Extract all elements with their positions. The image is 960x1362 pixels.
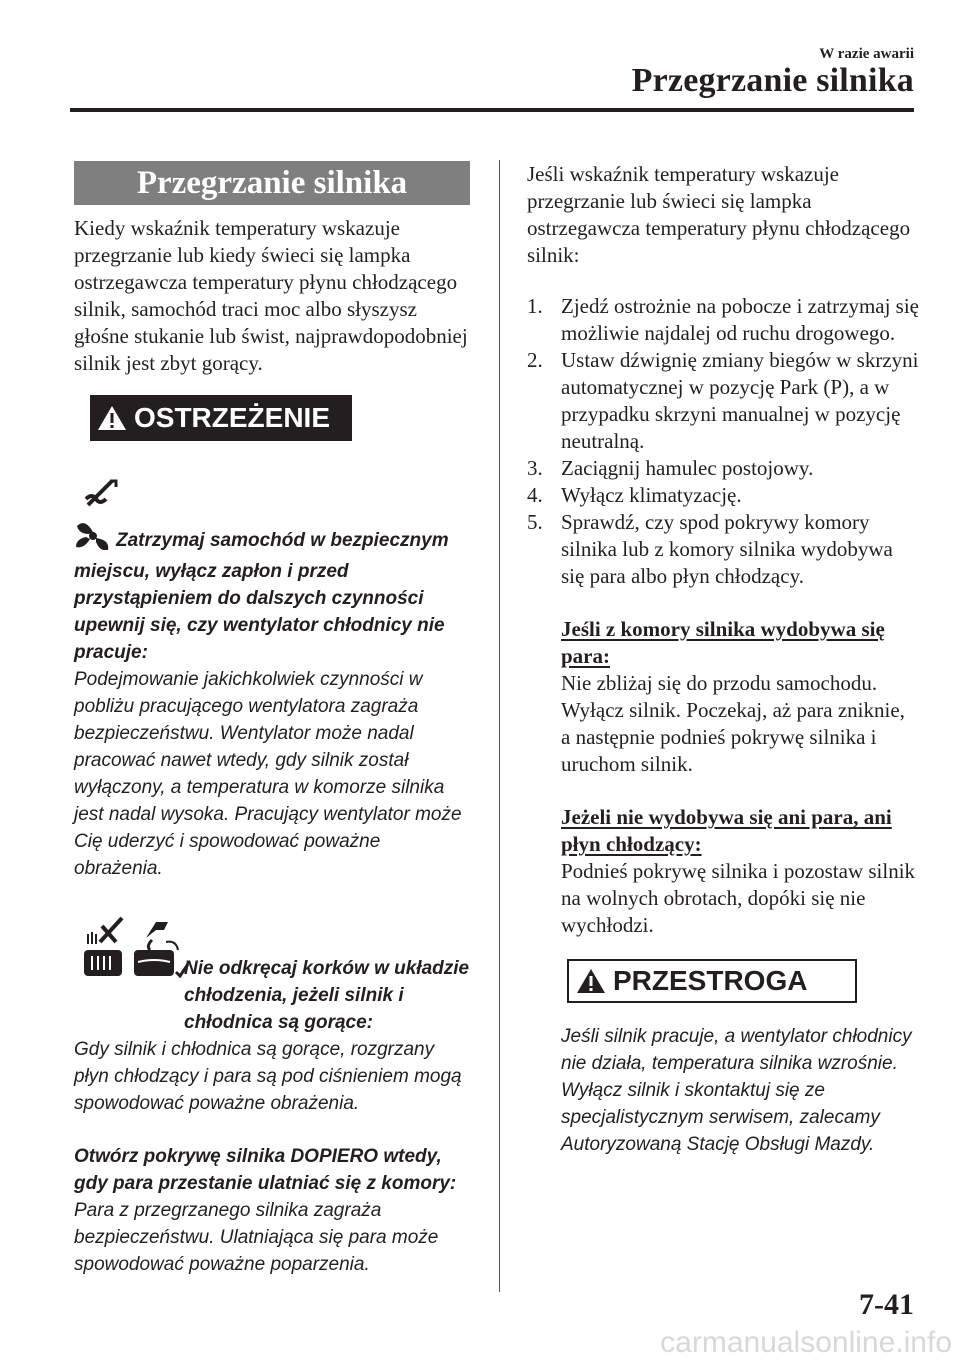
- list-item: 1. Zjedź ostrożnie na pobocze i zatrzymaj się możliwie najdalej od ruchu drogowego.: [527, 294, 920, 345]
- warning-steam: [74, 1143, 470, 1278]
- caution-text: Jeśli silnik pracuje, a wentylator chłodnicy nie działa, temperatura silnika wzrośnie. Wyłącz silnik i skontaktuj się ze specjalistycznym serwisem, zalecamy Autoryzowaną Stację Obsługi Mazdy.: [561, 1026, 912, 1155]
- fan-icon: [74, 520, 112, 558]
- steam-warning-heading: Otwórz pokrywę silnika DOPIERO wtedy, gdy para przestanie ulatniać się z komory:: [74, 1146, 457, 1194]
- caution-triangle-icon: [569, 968, 613, 994]
- warning-radiator-cap: [74, 916, 470, 1117]
- left-column: [74, 161, 470, 1278]
- right-intro: Jeśli wskaźnik temperatury wskazuje przegrzanie lub świeci się lampka ostrzegawcza temperatury płynu chłodzącego silnik:: [527, 162, 911, 267]
- radiator-warning-body: Gdy silnik i chłodnica są gorące, rozgrzany płyn chłodzący i para są pod ciśnieniem mogą spowodować poważne obrażenia.: [74, 1039, 462, 1114]
- coolant-reservoir-icon: [132, 916, 190, 983]
- list-item: 4. Wyłącz klimatyzację.: [527, 483, 742, 507]
- section-label: W razie awarii: [819, 46, 914, 62]
- warning-triangle-icon: [90, 405, 134, 431]
- warning-fan: [74, 477, 470, 882]
- case-steam-body: Nie zbliżaj się do przodu samochodu. Wyłącz silnik. Poczekaj, aż para zniknie, a następnie podnieś pokrywę silnika i uruchom silnik.: [561, 671, 905, 776]
- case-no-steam-body: Podnieś pokrywę silnika i pozostaw silnik na wolnych obrotach, dopóki się nie wychłodzi.: [561, 859, 916, 937]
- intro-paragraph: Kiedy wskaźnik temperatury wskazuje przegrzanie lub kiedy świeci się lampka ostrzegawcza temperatury płynu chłodzącego silnik, samochód traci moc albo słyszysz głośne stukanie lub świst, najprawdopodobniej silnik jest zbyt gorący.: [74, 216, 468, 375]
- warning-label: OSTRZEŻENIE: [134, 402, 331, 433]
- steps-list: [527, 293, 919, 590]
- radiator-cap-icon: [82, 916, 126, 983]
- fan-warning-heading: Zatrzymaj samochód w bezpiecznym miejscu, wyłącz zapłon i przed przystąpieniem do dalszych czynności upewnij się, czy wentylator chłodnicy nie pracuje:: [74, 530, 449, 663]
- right-column: [527, 161, 919, 1158]
- case-steam-heading: Jeśli z komory silnika wydobywa się para:: [561, 617, 885, 668]
- fan-warning-icon: [82, 477, 470, 516]
- list-item: 3. Zaciągnij hamulec postojowy.: [527, 456, 814, 480]
- page-title: Przegrzanie silnika: [631, 62, 914, 99]
- column-divider: [499, 160, 500, 1292]
- radiator-warning-heading: Nie odkręcaj korków w układzie chłodzenia, jeżeli silnik i chłodnica są gorące:: [184, 958, 470, 1033]
- caution-label: PRZESTROGA: [613, 965, 808, 996]
- page-number: 7-41: [859, 1288, 914, 1321]
- steam-warning-body: Para z przegrzanego silnika zagraża bezpieczeństwu. Ulatniająca się para może spowodować poważne poparzenia.: [74, 1200, 439, 1275]
- section-banner: Przegrzanie silnika: [74, 161, 470, 205]
- caution-badge: [567, 959, 857, 1003]
- header-rule: [70, 108, 914, 112]
- list-item: 5. Sprawdź, czy spod pokrywy komory silnika lub z komory silnika wydobywa się para albo płyn chłodzący.: [527, 510, 893, 588]
- fan-warning-body: Podejmowanie jakichkolwiek czynności w pobliżu pracującego wentylatora zagraża bezpieczeństwu. Wentylator może nadal pracować nawet wtedy, gdy silnik został wyłączony, a temperatura w komorze silnika jest nadal wysoka. Pracujący wentylator może Cię uderzyć i spowodować poważne obrażenia.: [74, 669, 462, 879]
- case-no-steam-heading: Jeżeli nie wydobywa się ani para, ani płyn chłodzący:: [561, 805, 892, 856]
- list-item: 2. Ustaw dźwignię zmiany biegów w skrzyni automatycznej w pozycję Park (P), a w przypadku skrzyni manualnej w pozycję neutralną.: [527, 348, 919, 453]
- warning-badge: [90, 395, 352, 441]
- watermark: carmanualsonline.info: [660, 1326, 952, 1359]
